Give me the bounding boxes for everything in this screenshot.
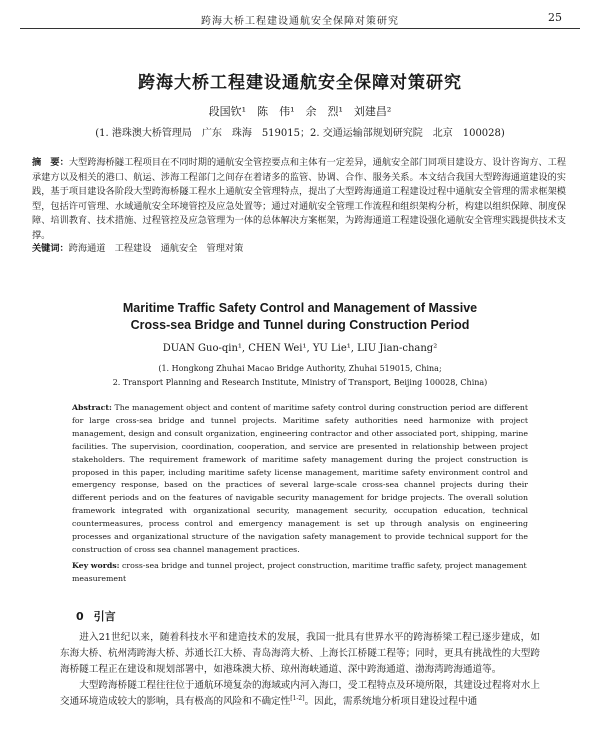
section-heading bbox=[76, 608, 116, 624]
english-abstract-text: The management object and content of maritime safety control during construction period are different for large cross-sea bridge and tunnel projects. Maritime safety authorities need harmonize with project management, design and consult organization, engineering contractor and other associated port, shipping, marine facilities. The supervision, coordination, cooperation, and service are presented in relationship between project stakeholders. The requirement framework of maritime safety management during the project construction is proposed in this paper, including maritime safety license management, maritime safety environment control and emergency response, based on the practices of several large-scale cross-sea channel projects during their different periods and on the features of navigable security management for bridge projects. The overall solution framework integrated with organizational security, management security, occupation education, technical countermeasures, process control and emergency management is set up through analysis on engineering processes and organizational structure of the navigation safety management to provide technical support for the construction of cross sea channel management practices. bbox=[72, 403, 528, 554]
section-title: 引言 bbox=[93, 610, 116, 623]
page-number: 25 bbox=[548, 11, 562, 24]
citation: [1-2] bbox=[290, 694, 305, 702]
english-keywords-text: cross-sea bridge and tunnel project, project construction, maritime traffic safety, project management measurement bbox=[72, 561, 527, 583]
english-title-line-1: Maritime Traffic Safety Control and Management of Massive bbox=[122, 301, 478, 315]
chinese-abstract-label: 摘 要： bbox=[32, 157, 69, 168]
english-affiliation bbox=[0, 362, 600, 390]
chinese-keywords bbox=[32, 240, 566, 254]
running-title: 跨海大桥工程建设通航安全保障对策研究 bbox=[201, 16, 399, 27]
section-number: 0 bbox=[76, 610, 84, 623]
chinese-authors: 段国钦¹ 陈 伟¹ 余 烈¹ 刘建昌² bbox=[208, 105, 392, 118]
english-title bbox=[0, 300, 600, 334]
chinese-keywords-text: 跨海通道 工程建设 通航安全 管理对策 bbox=[68, 243, 244, 254]
body-paragraph-2-text: 大型跨海桥隧工程往往位于通航环境复杂的海域或内河入海口，受工程特点及环境所限，其建设过程将对水上交通环境造成较大的影响，具有极高的风险和不确定性 bbox=[60, 680, 540, 707]
body-text bbox=[60, 630, 540, 710]
english-title-line-2: Cross-sea Bridge and Tunnel during Construction Period bbox=[130, 318, 470, 332]
english-keywords-label: Key words: bbox=[72, 561, 120, 570]
body-paragraph-2-end: 。因此，需系统地分析项目建设过程中通 bbox=[304, 696, 478, 707]
english-abstract-label: Abstract: bbox=[72, 403, 112, 412]
english-authors: DUAN Guo-qin¹, CHEN Wei¹, YU Lie¹, LIU Jian-chang² bbox=[162, 343, 438, 354]
body-paragraph-1: 进入21世纪以来，随着科技水平和建造技术的发展，我国一批具有世界水平的跨海桥梁工程已逐步建成，如东海大桥、杭州湾跨海大桥、苏通长江大桥、青岛海湾大桥、上海长江桥隧工程等；同时，更具有挑战性的大型跨海桥隧工程正在建设和规划部署中，如港珠澳大桥、琼州海峡通道、深中跨海通道、渤海湾跨海通道等。 bbox=[60, 632, 540, 675]
english-affiliation-1: (1. Hongkong Zhuhai Macao Bridge Authority, Zhuhai 519015, China; bbox=[158, 364, 442, 373]
chinese-title: 跨海大桥工程建设通航安全保障对策研究 bbox=[138, 73, 462, 93]
running-header bbox=[20, 8, 580, 29]
chinese-affiliation: (1. 港珠澳大桥管理局 广东 珠海 519015；2. 交通运输部规划研究院 北京 100028) bbox=[95, 128, 505, 139]
chinese-abstract bbox=[32, 156, 566, 244]
body-paragraph-2 bbox=[60, 678, 540, 710]
chinese-abstract-text: 大型跨海桥隧工程项目在不同时期的通航安全管控要点和主体有一定差异，通航安全部门同项目建设方、设计咨询方、工程承建方以及相关的港口、航运、涉海工程部门之间存在着诸多的监管、协调、合作、服务关系。本文结合我国大型跨海通道建设的实践，基于项目建设各阶段大型跨海桥隧工程水上通航安全管理特点，提出了大型跨海通道工程建设过程中通航安全管理的需求框架模型，包括许可管理、水域通航安全环境管控及应急处置等；通过对通航安全管理工作流程和组织架构分析，构建以组织保障、制度保障、培训教育、技术措施、过程管控及应急管理为一体的总体解决方案框架，为跨海通道工程建设强化通航安全管理实践提供技术支撑。 bbox=[32, 157, 567, 241]
english-abstract bbox=[72, 402, 528, 557]
chinese-keywords-label: 关键词： bbox=[32, 243, 69, 254]
english-keywords bbox=[72, 560, 528, 586]
english-affiliation-2: 2. Transport Planning and Research Institute, Ministry of Transport, Beijing 100028, China) bbox=[112, 378, 488, 387]
